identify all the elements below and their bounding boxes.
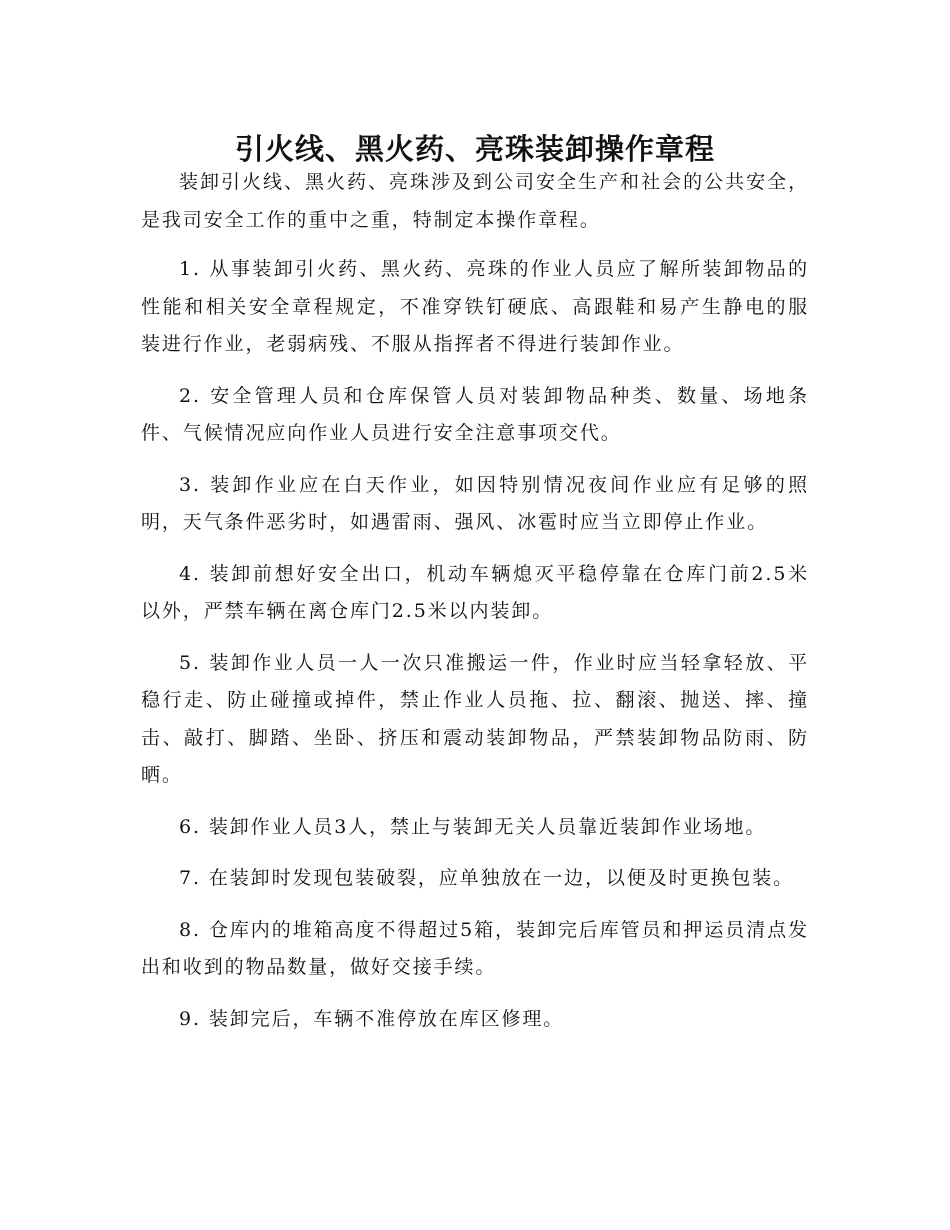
document-body: [141, 164, 809, 1052]
rule-9: 9. 装卸完后，车辆不准停放在库区修理。: [179, 1007, 565, 1030]
rule-8: 8. 仓库内的堆箱高度不得超过5箱，装卸完后库管员和押运员清点发出和收到的物品数量，做好交接手续。: [141, 918, 809, 978]
rule-6: 6. 装卸作业人员3人，禁止与装卸无关人员靠近装卸作业场地。: [179, 815, 767, 838]
intro-paragraph: 装卸引火线、黑火药、亮珠涉及到公司安全生产和社会的公共安全，是我司安全工作的重中之重，特制定本操作章程。: [141, 171, 809, 231]
rule-1: 1. 从事装卸引火药、黑火药、亮珠的作业人员应了解所装卸物品的性能和相关安全章程规定，不准穿铁钉硬底、高跟鞋和易产生静电的服装进行作业，老弱病残、不服从指挥者不得进行装卸作业。: [141, 258, 809, 355]
document-title: 引火线、黑火药、亮珠装卸操作章程: [234, 132, 715, 167]
rule-5: 5. 装卸作业人员一人一次只准搬运一件，作业时应当轻拿轻放、平稳行走、防止碰撞或掉件，禁止作业人员拖、拉、翻滚、抛送、摔、撞击、敲打、脚踏、坐卧、挤压和震动装卸物品，严禁装卸物品防雨、防晒。: [141, 651, 809, 786]
rule-7: 7. 在装卸时发现包装破裂，应单独放在一边，以便及时更换包装。: [179, 867, 795, 889]
rule-2: 2. 安全管理人员和仓库保管人员对装卸物品种类、数量、场地条件、气候情况应向作业人员进行安全注意事项交代。: [141, 384, 809, 444]
rule-4: 4. 装卸前想好安全出口，机动车辆熄灭平稳停靠在仓库门前2.5米以外，严禁车辆在离仓库门2.5米以内装卸。: [141, 562, 809, 622]
rule-3: 3. 装卸作业应在白天作业，如因特别情况夜间作业应有足够的照明，天气条件恶劣时，如遇雷雨、强风、冰雹时应当立即停止作业。: [141, 473, 809, 533]
